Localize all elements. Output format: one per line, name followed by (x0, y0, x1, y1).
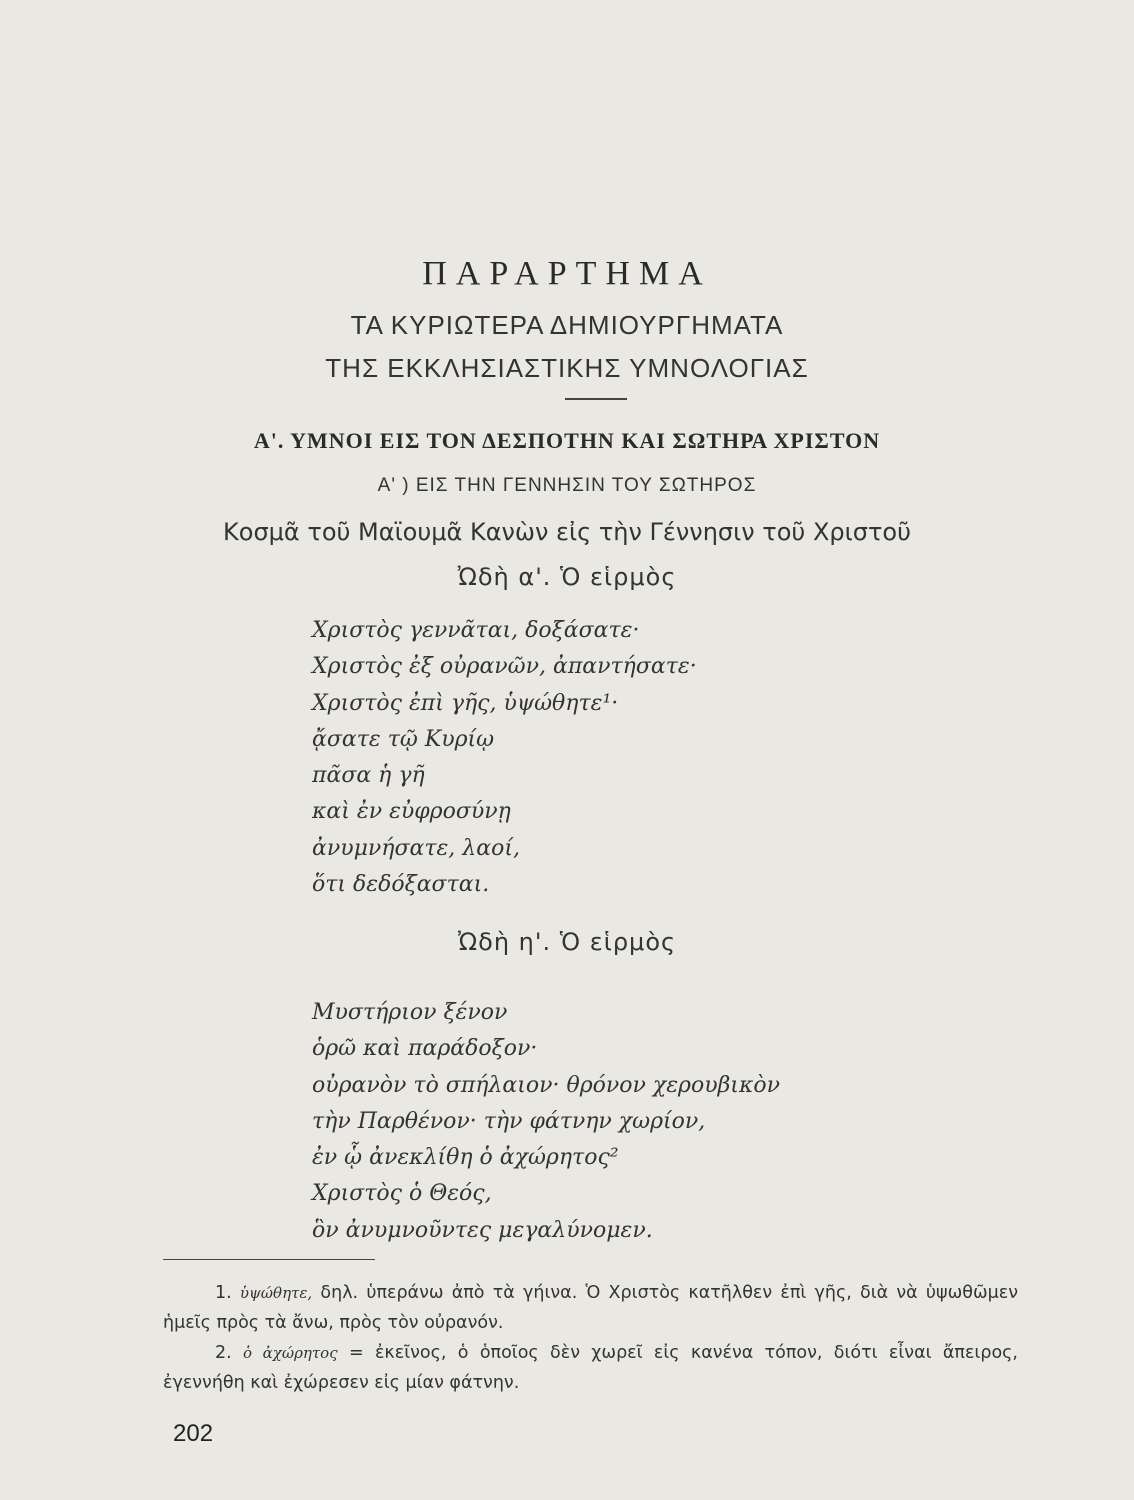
footnote-term: ὁ ἀχώρητος (243, 1344, 338, 1362)
ode-8-hymn (312, 995, 780, 1249)
subtitle-line-2: ΤΗΣ ΕΚΚΛΗΣΙΑΣΤΙΚΗΣ ΥΜΝΟΛΟΓΙΑΣ (325, 353, 809, 383)
kanon-title: Κοσμᾶ τοῦ Μαϊουμᾶ Κανὼν εἰς τὴν Γέννησιν τοῦ Χριστοῦ (223, 518, 911, 546)
subsection-heading: Α' ) ΕΙΣ ΤΗΝ ΓΕΝΝΗΣΙΝ ΤΟΥ ΣΩΤΗΡΟΣ (377, 475, 757, 496)
title-divider (565, 398, 627, 400)
footnote-2 (163, 1338, 1018, 1398)
hymn-line: τὴν Παρθένον· τὴν φάτνην χωρίον, (312, 1108, 706, 1134)
hymn-line: πᾶσα ἡ γῆ (312, 763, 425, 789)
footnote-text: = ἐκεῖνος, ὁ ὁποῖος δὲν χωρεῖ εἰς κανένα τόπον, διότι εἶναι ἄπειρος, ἐγεννήθη καὶ ἐχώρεσεν εἰς μίαν φάτνην. (163, 1343, 1018, 1393)
hymn-line: ἐν ᾧ ἀνεκλίθη ὁ ἀχώρητος² (312, 1145, 619, 1171)
page-title: ΠΑΡΑΡΤΗΜΑ (422, 255, 712, 292)
hymn-line: Χριστὸς γεννᾶται, δοξάσατε· (312, 618, 640, 643)
ode-1-heading: Ὠδὴ α'. Ὁ εἱρμὸς (457, 563, 677, 591)
footnote-divider (163, 1259, 375, 1260)
hymn-line: ᾄσατε τῷ Κυρίῳ (312, 726, 495, 752)
subtitle-line-1: ΤΑ ΚΥΡΙΩΤΕΡΑ ΔΗΜΙΟΥΡΓΗΜΑΤΑ (350, 310, 784, 340)
hymn-line: ὃν ἀνυμνοῦντες μεγαλύνομεν. (312, 1217, 653, 1243)
hymn-line: ἀνυμνήσατε, λαοί, (312, 835, 520, 861)
hymn-line: ὁρῶ καὶ παράδοξον· (312, 1036, 538, 1062)
hymn-line: καὶ ἐν εὐφροσύνῃ (312, 799, 511, 825)
hymn-line: Μυστήριον ξένον (312, 1000, 508, 1025)
hymn-line: Χριστὸς ὁ Θεός, (312, 1181, 492, 1207)
hymn-line: Χριστὸς ἐξ οὐρανῶν, ἀπαντήσατε· (312, 654, 697, 680)
footnote-term: ὑψώθητε, (239, 1284, 313, 1302)
footnotes (163, 1278, 1018, 1398)
section-heading: Α'. ΥΜΝΟΙ ΕΙΣ ΤΟΝ ΔΕΣΠΟΤΗΝ ΚΑΙ ΣΩΤΗΡΑ ΧΡΙΣΤΟΝ (253, 428, 881, 453)
footnote-1 (163, 1278, 1018, 1338)
ode-8-heading: Ὠδὴ η'. Ὁ εἱρμὸς (457, 928, 677, 956)
hymn-line: ὅτι δεδόξασται. (312, 872, 490, 898)
page-number: 202 (173, 1420, 214, 1447)
hymn-line: Χριστὸς ἐπὶ γῆς, ὑψώθητε¹· (312, 690, 619, 716)
footnote-number: 1. (215, 1283, 232, 1303)
footnote-number: 2. (215, 1343, 232, 1363)
hymn-line: οὐρανὸν τὸ σπήλαιον· θρόνον χερουβικὸν (312, 1072, 780, 1098)
ode-1-hymn (312, 613, 697, 903)
footnote-text: δηλ. ὑπεράνω ἀπὸ τὰ γήινα. Ὁ Χριστὸς κατῆλθεν ἐπὶ γῆς, διὰ νὰ ὑψωθῶμεν ἡμεῖς πρὸς τὰ ἄνω, πρὸς τὸν οὐρανόν. (163, 1283, 1018, 1333)
